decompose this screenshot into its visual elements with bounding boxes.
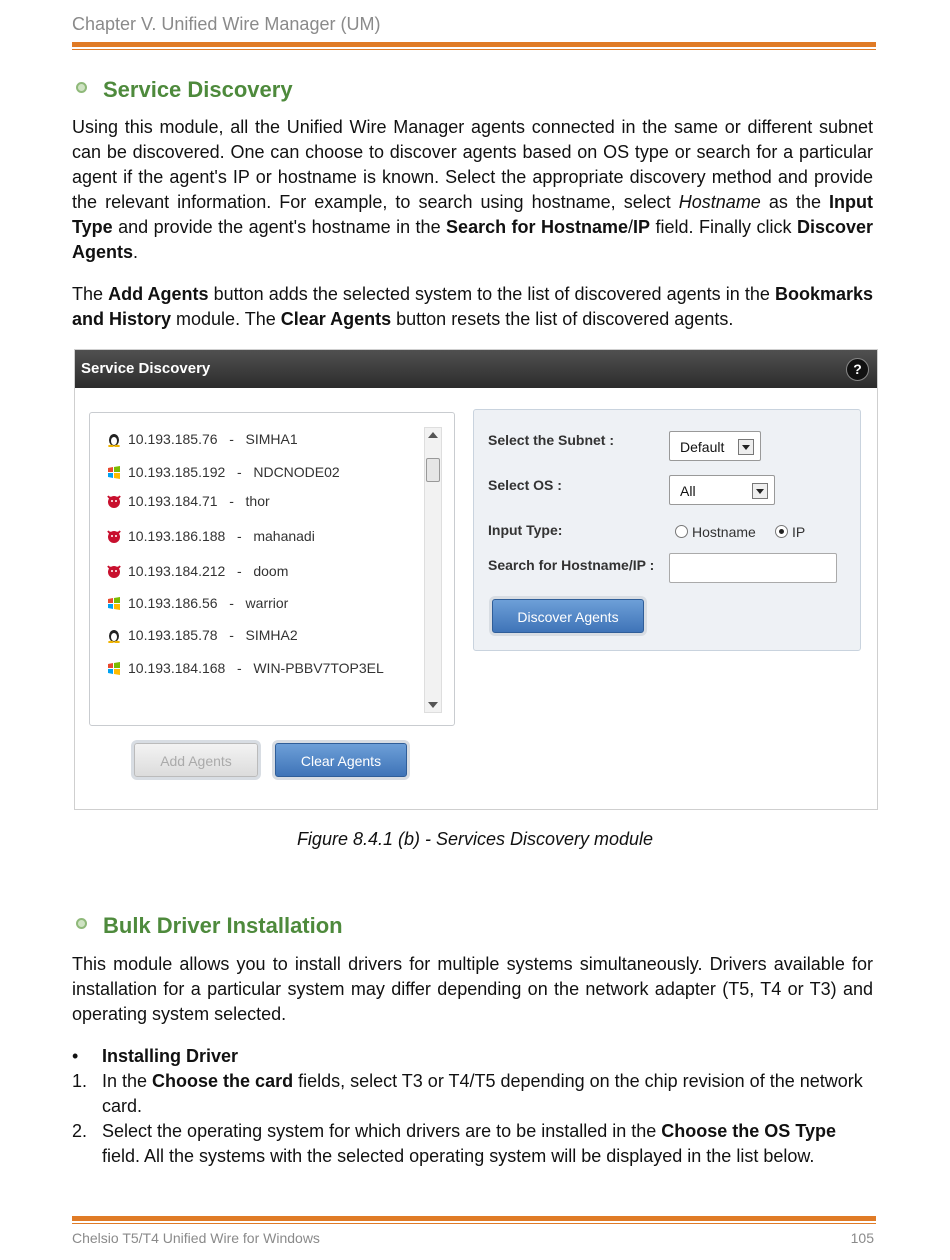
service-discovery-screenshot — [74, 349, 878, 810]
agent-separator: - — [229, 627, 234, 643]
agent-ip: 10.193.186.188 — [128, 528, 226, 544]
text-run: Select the operating system for which drivers are to be installed in the — [102, 1121, 662, 1141]
agent-ip: 10.193.185.192 — [128, 464, 226, 480]
agent-list-item[interactable] — [106, 627, 298, 643]
freebsd-icon — [106, 528, 122, 544]
agent-hostname: NDCNODE02 — [253, 464, 340, 480]
header-rule — [72, 42, 876, 50]
subnet-label: Select the Subnet : — [488, 432, 615, 448]
agent-ip: 10.193.185.76 — [128, 431, 218, 447]
linux-icon — [106, 431, 122, 447]
scroll-down-icon[interactable] — [428, 702, 438, 708]
text-run: fields, select T3 or T4/T5 depending on the chip revision of the network card. — [102, 1071, 863, 1116]
agent-separator: - — [229, 595, 234, 611]
clear-agents-button[interactable]: Clear Agents — [275, 743, 407, 777]
list-scrollbar[interactable] — [424, 427, 442, 713]
scroll-up-icon[interactable] — [428, 432, 438, 438]
freebsd-icon — [106, 563, 122, 579]
agent-hostname: SIMHA2 — [245, 627, 298, 643]
text-run: Using this module, all the Unified Wire Manager agents connected in the same or different subnet can be discovered. One can choose to discover agents based on OS type or search for a particular agent if the agent's IP or hostname is known. Select the appropriate discovery method and provide the relevant information. For example, to search using hostname, select — [72, 117, 873, 212]
agent-ip: 10.193.184.71 — [128, 493, 218, 509]
windows-icon — [106, 464, 122, 480]
section-title-service-discovery: Service Discovery — [72, 77, 293, 103]
agent-hostname: thor — [245, 493, 270, 509]
step-text — [102, 1069, 874, 1119]
subnet-select[interactable]: Default — [669, 431, 761, 461]
radio-hostname-icon[interactable] — [675, 525, 688, 538]
scroll-thumb[interactable] — [426, 458, 440, 482]
add-agents-button[interactable]: Add Agents — [134, 743, 258, 777]
os-select[interactable]: All — [669, 475, 775, 505]
footer-rule — [72, 1216, 876, 1224]
emphasis-text: Hostname — [678, 192, 761, 212]
emphasis-text: Clear Agents — [280, 309, 392, 329]
text-run: button adds the selected system to the list of discovered agents in the — [208, 284, 775, 304]
emphasis-text: Discover Agents — [72, 217, 873, 262]
agent-separator: - — [237, 563, 242, 579]
windows-icon — [106, 660, 122, 676]
chapter-header: Chapter V. Unified Wire Manager (UM) — [72, 14, 381, 34]
agent-ip: 10.193.184.168 — [128, 660, 226, 676]
agent-ip: 10.193.185.78 — [128, 627, 218, 643]
bulk-driver-paragraph: This module allows you to install drivers for multiple systems simultaneously. Drivers available for installation for a particular system may differ depending on the network adapter (T5, T4 or T3) and operating system selected. — [72, 954, 873, 1024]
agent-ip: 10.193.184.212 — [128, 563, 226, 579]
text-run: The — [72, 284, 109, 304]
freebsd-icon — [106, 493, 122, 509]
agent-list-item[interactable] — [106, 431, 298, 447]
text-run: In the — [102, 1071, 153, 1091]
emphasis-text: Add Agents — [108, 284, 209, 304]
panel-title: Service Discovery — [81, 360, 211, 377]
page-number: 105 — [850, 1230, 874, 1246]
agent-separator: - — [229, 493, 234, 509]
emphasis-text: Choose the OS Type — [661, 1121, 836, 1141]
text-run: / — [628, 217, 634, 237]
text-run: . — [133, 242, 139, 262]
agent-list-item[interactable] — [106, 493, 270, 509]
step-text — [102, 1119, 874, 1169]
search-label: Search for Hostname/IP : — [488, 557, 655, 573]
section-title-bulk-driver: Bulk Driver Installation — [72, 913, 343, 939]
agent-separator: - — [237, 660, 242, 676]
text-run: field. All the systems with the selected operating system will be displayed in the list below. — [102, 1146, 815, 1166]
emphasis-text: Bookmarks and History — [72, 284, 873, 329]
section-bullet-icon — [76, 918, 87, 929]
radio-ip-icon[interactable] — [775, 525, 788, 538]
windows-icon — [106, 595, 122, 611]
emphasis-text: IP — [633, 217, 651, 237]
agent-hostname: warrior — [245, 595, 289, 611]
agent-separator: - — [237, 464, 242, 480]
chevron-down-icon — [752, 483, 768, 499]
section-bullet-icon — [76, 82, 87, 93]
agent-list[interactable] — [89, 412, 455, 726]
text-run: module. The — [171, 309, 281, 329]
service-discovery-paragraph-2 — [72, 282, 873, 332]
agent-list-item[interactable] — [106, 563, 288, 579]
step-number: 1. — [72, 1071, 88, 1091]
agent-hostname: doom — [253, 563, 289, 579]
emphasis-text: Search for Hostname — [446, 217, 629, 237]
agent-list-item[interactable] — [106, 528, 315, 544]
emphasis-text: Input Type — [72, 192, 873, 237]
agent-list-item[interactable] — [106, 595, 288, 611]
agent-hostname: SIMHA1 — [245, 431, 298, 447]
os-label: Select OS : — [488, 477, 562, 493]
service-discovery-paragraph-1 — [72, 115, 873, 265]
input-type-label: Input Type: — [488, 522, 563, 538]
agent-hostname: mahanadi — [253, 528, 315, 544]
footer-title: Chelsio T5/T4 Unified Wire for Windows — [72, 1230, 320, 1246]
search-hostname-ip-input[interactable] — [669, 553, 837, 583]
text-run: and provide the agent's hostname in the — [112, 217, 447, 237]
text-run: field. Finally click — [650, 217, 797, 237]
discovery-form — [473, 409, 861, 651]
panel-title-bar — [75, 350, 877, 388]
radio-ip[interactable]: IP — [775, 524, 805, 540]
agent-separator: - — [237, 528, 242, 544]
linux-icon — [106, 627, 122, 643]
text-run: button resets the list of discovered agents. — [391, 309, 734, 329]
discover-agents-button[interactable]: Discover Agents — [492, 599, 644, 633]
step-number: 2. — [72, 1121, 88, 1141]
radio-hostname[interactable]: Hostname — [675, 524, 756, 540]
emphasis-text: Choose the card — [152, 1071, 294, 1091]
agent-list-item[interactable] — [106, 660, 384, 676]
agent-separator: - — [229, 431, 234, 447]
text-run: as the — [760, 192, 830, 212]
agent-hostname: WIN-PBBV7TOP3EL — [253, 660, 384, 676]
help-icon[interactable]: ? — [846, 358, 869, 381]
chevron-down-icon — [738, 439, 754, 455]
agent-list-item[interactable] — [106, 464, 340, 480]
agent-ip: 10.193.186.56 — [128, 595, 218, 611]
figure-caption: Figure 8.4.1 (b) - Services Discovery module — [296, 829, 654, 849]
